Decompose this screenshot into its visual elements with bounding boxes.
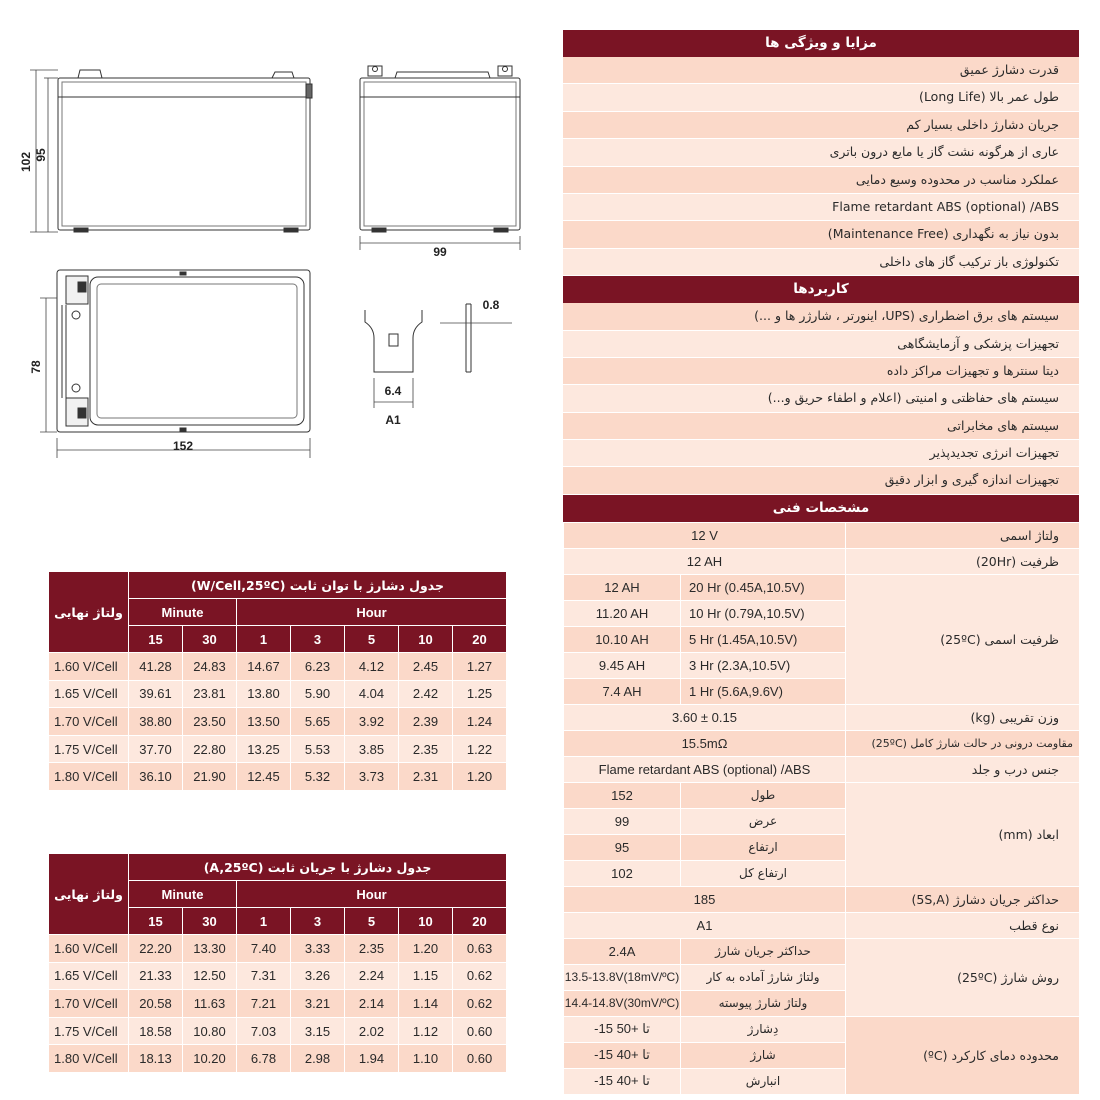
- cell: 2.02: [345, 1017, 399, 1045]
- table-title: جدول دشارژ با جریان ثابت (A,25ºC): [129, 854, 507, 881]
- cell: 2.24: [345, 962, 399, 990]
- temp-name: شارژ: [681, 1042, 846, 1068]
- cell: 3.26: [291, 962, 345, 990]
- cell: 7.03: [237, 1017, 291, 1045]
- temp-name: انبارش: [681, 1068, 846, 1094]
- table-row: [49, 962, 507, 990]
- cell: 22.20: [129, 935, 183, 963]
- cell: 5.53: [291, 735, 345, 763]
- cell: 14.67: [237, 653, 291, 681]
- charge-name: ولتاژ شارژ آماده به کار: [681, 964, 846, 990]
- charge-name: حداکثر جریان شارژ: [681, 938, 846, 964]
- dimension-name: عرض: [681, 808, 846, 834]
- terminal-width-label: 6.4: [384, 384, 402, 398]
- cell: 6.78: [237, 1045, 291, 1073]
- application-item: سیستم های مخابراتی: [563, 413, 1079, 440]
- cell: 0.62: [453, 962, 507, 990]
- feature-item: تکنولوژی باز ترکیب گاز های داخلی: [563, 249, 1079, 276]
- cell: 23.81: [183, 680, 237, 708]
- max-discharge-value: 185: [564, 886, 846, 912]
- row-label: 1.80 V/Cell: [49, 763, 129, 791]
- table-row: [49, 653, 507, 681]
- cell: 18.58: [129, 1017, 183, 1045]
- cell: 41.28: [129, 653, 183, 681]
- cell: 1.20: [453, 763, 507, 791]
- cell: 12.45: [237, 763, 291, 791]
- cell: 13.30: [183, 935, 237, 963]
- nominal-voltage-label: ولتاژ اسمی: [846, 522, 1080, 548]
- resistance-label: مقاومت درونی در حالت شارژ کامل (25ºC): [846, 730, 1080, 756]
- cell: 10.80: [183, 1017, 237, 1045]
- table-row: [49, 735, 507, 763]
- cell: 11.63: [183, 990, 237, 1018]
- cell: 7.31: [237, 962, 291, 990]
- temp-name: دِشارژ: [681, 1016, 846, 1042]
- feature-item: Flame retardant ABS (optional) /ABS: [563, 194, 1079, 221]
- feature-item: عاری از هرگونه نشت گاز یا مایع درون باتری: [563, 139, 1079, 166]
- application-item: تجهیزات اندازه گیری و ابزار دقیق: [563, 467, 1079, 494]
- col-header: 30: [183, 908, 237, 935]
- table-title: جدول دشارژ با توان ثابت (W/Cell,25ºC): [129, 572, 507, 599]
- cell: 1.10: [399, 1045, 453, 1073]
- nominal-voltage-value: 12 V: [564, 522, 846, 548]
- cell: 5.90: [291, 680, 345, 708]
- table-row: [49, 1045, 507, 1073]
- cell: 12.50: [183, 962, 237, 990]
- capacity-label: ظرفیت (20Hr): [846, 548, 1080, 574]
- minute-group-header: Minute: [129, 599, 237, 626]
- temp-value: -15 تا +40: [564, 1042, 681, 1068]
- table-row: [49, 935, 507, 963]
- charge-method-label: روش شارژ (25ºC): [846, 938, 1080, 1016]
- row-label: 1.70 V/Cell: [49, 990, 129, 1018]
- rated-capacity-rate: 20 Hr (0.45A,10.5V): [681, 574, 846, 600]
- terminal-thickness-label: 0.8: [482, 298, 500, 312]
- cell: 1.14: [399, 990, 453, 1018]
- temp-value: -15 تا +40: [564, 1068, 681, 1094]
- rated-capacity-value: 10.10 AH: [564, 626, 681, 652]
- constant-power-discharge-table: [48, 571, 507, 791]
- dimensions-label: ابعاد (mm): [846, 782, 1080, 886]
- height-case-label: 95: [34, 148, 48, 162]
- col-header: 3: [291, 908, 345, 935]
- cell: 2.31: [399, 763, 453, 791]
- terminal-type-label: A1: [385, 413, 401, 427]
- cell: 7.40: [237, 935, 291, 963]
- terminal-a1-drawing: [365, 304, 471, 372]
- charge-value: 2.4A: [564, 938, 681, 964]
- width-label: 99: [433, 245, 447, 259]
- case-material-label: جنس درب و جلد: [846, 756, 1080, 782]
- weight-value: 3.60 ± 0.15: [564, 704, 846, 730]
- application-item: سیستم های برق اضطراری (UPS، اینورتر ، شارژر ها و ...): [563, 303, 1079, 330]
- features-heading: مزایا و ویژگی ها: [563, 30, 1079, 57]
- cell: 2.45: [399, 653, 453, 681]
- side-view: [360, 66, 520, 232]
- dimension-value: 95: [564, 834, 681, 860]
- cell: 1.25: [453, 680, 507, 708]
- rated-capacity-rate: 1 Hr (5.6A,9.6V): [681, 678, 846, 704]
- row-label: 1.60 V/Cell: [49, 935, 129, 963]
- cell: 13.80: [237, 680, 291, 708]
- resistance-value: 15.5mΩ: [564, 730, 846, 756]
- case-material-value: Flame retardant ABS (optional) /ABS: [564, 756, 846, 782]
- cell: 37.70: [129, 735, 183, 763]
- constant-current-discharge-table: [48, 853, 507, 1073]
- col-header: 5: [345, 626, 399, 653]
- table-row: [49, 990, 507, 1018]
- cell: 21.33: [129, 962, 183, 990]
- cell: 1.24: [453, 708, 507, 736]
- cell: 36.10: [129, 763, 183, 791]
- cell: 10.20: [183, 1045, 237, 1073]
- dimension-name: ارتفاع کل: [681, 860, 846, 886]
- rated-capacity-rate: 10 Hr (0.79A,10.5V): [681, 600, 846, 626]
- row-label: 1.60 V/Cell: [49, 653, 129, 681]
- cell: 5.65: [291, 708, 345, 736]
- row-label: 1.75 V/Cell: [49, 1017, 129, 1045]
- col-header: 10: [399, 908, 453, 935]
- cell: 1.27: [453, 653, 507, 681]
- cell: 24.83: [183, 653, 237, 681]
- cell: 2.14: [345, 990, 399, 1018]
- cell: 2.35: [399, 735, 453, 763]
- row-label: 1.65 V/Cell: [49, 962, 129, 990]
- cell: 2.39: [399, 708, 453, 736]
- col-header: 30: [183, 626, 237, 653]
- table-row: [49, 1017, 507, 1045]
- technical-spec-table: [563, 522, 1080, 1095]
- hour-group-header: Hour: [237, 599, 507, 626]
- rated-capacity-value: 7.4 AH: [564, 678, 681, 704]
- feature-item: بدون نیاز به نگهداری (Maintenance Free): [563, 221, 1079, 248]
- weight-label: وزن تقریبی (kg): [846, 704, 1080, 730]
- cell: 38.80: [129, 708, 183, 736]
- cell: 3.33: [291, 935, 345, 963]
- cell: 2.35: [345, 935, 399, 963]
- cell: 0.60: [453, 1017, 507, 1045]
- rated-capacity-value: 9.45 AH: [564, 652, 681, 678]
- cell: 7.21: [237, 990, 291, 1018]
- dimension-value: 152: [564, 782, 681, 808]
- cell: 3.92: [345, 708, 399, 736]
- cell: 3.73: [345, 763, 399, 791]
- rated-capacity-rate: 5 Hr (1.45A,10.5V): [681, 626, 846, 652]
- cell: 2.98: [291, 1045, 345, 1073]
- col-header: 1: [237, 626, 291, 653]
- feature-item: قدرت دشارژ عمیق: [563, 57, 1079, 84]
- col-header: 15: [129, 908, 183, 935]
- charge-name: ولتاژ شارژ پیوسته: [681, 990, 846, 1016]
- row-label: 1.70 V/Cell: [49, 708, 129, 736]
- col-header: 20: [453, 626, 507, 653]
- cell: 5.32: [291, 763, 345, 791]
- spec-panel: [563, 30, 1079, 1095]
- cell: 20.58: [129, 990, 183, 1018]
- dimension-name: ارتفاع: [681, 834, 846, 860]
- col-header: 20: [453, 908, 507, 935]
- row-label: 1.75 V/Cell: [49, 735, 129, 763]
- table-row: [49, 708, 507, 736]
- dimension-name: طول: [681, 782, 846, 808]
- dimension-value: 99: [564, 808, 681, 834]
- cell: 21.90: [183, 763, 237, 791]
- cell: 18.13: [129, 1045, 183, 1073]
- hour-group-header: Hour: [237, 881, 507, 908]
- cell: 3.21: [291, 990, 345, 1018]
- row-label: 1.65 V/Cell: [49, 680, 129, 708]
- specs-heading: مشخصات فنی: [563, 495, 1079, 522]
- col-header: 1: [237, 908, 291, 935]
- cell: 39.61: [129, 680, 183, 708]
- cell: 1.15: [399, 962, 453, 990]
- terminal-label: نوع قطب: [846, 912, 1080, 938]
- feature-item: عملکرد مناسب در محدوده وسیع دمایی: [563, 167, 1079, 194]
- height-total-label: 102: [19, 151, 33, 173]
- rated-capacity-value: 12 AH: [564, 574, 681, 600]
- rated-capacity-rate: 3 Hr (2.3A,10.5V): [681, 652, 846, 678]
- cell: 13.50: [237, 708, 291, 736]
- cell: 0.62: [453, 990, 507, 1018]
- application-item: تجهیزات انرژی تجدیدپذیر: [563, 440, 1079, 467]
- max-discharge-label: حداکثر جریان دشارژ (5S,A): [846, 886, 1080, 912]
- table-row: [49, 680, 507, 708]
- length-label: 152: [172, 439, 194, 453]
- application-item: سیستم های حفاظتی و امنیتی (اعلام و اطفاء حریق و...): [563, 385, 1079, 412]
- col-header: 3: [291, 626, 345, 653]
- cell: 22.80: [183, 735, 237, 763]
- rated-capacity-value: 11.20 AH: [564, 600, 681, 626]
- cell: 23.50: [183, 708, 237, 736]
- cell: 3.15: [291, 1017, 345, 1045]
- cell: 3.85: [345, 735, 399, 763]
- terminal-value: A1: [564, 912, 846, 938]
- temp-value: -15 تا +50: [564, 1016, 681, 1042]
- application-item: تجهیزات پزشکی و آزمایشگاهی: [563, 331, 1079, 358]
- depth-label: 78: [29, 360, 43, 374]
- applications-heading: کاربردها: [563, 276, 1079, 303]
- cell: 4.12: [345, 653, 399, 681]
- final-voltage-header: ولتاژ نهایی: [49, 572, 129, 653]
- cell: 1.20: [399, 935, 453, 963]
- rated-capacity-label: ظرفیت اسمی (25ºC): [846, 574, 1080, 704]
- charge-value: 13.5-13.8V(18mV/ºC): [564, 964, 681, 990]
- cell: 1.22: [453, 735, 507, 763]
- cell: 2.42: [399, 680, 453, 708]
- cell: 1.94: [345, 1045, 399, 1073]
- minute-group-header: Minute: [129, 881, 237, 908]
- col-header: 5: [345, 908, 399, 935]
- dimension-value: 102: [564, 860, 681, 886]
- col-header: 15: [129, 626, 183, 653]
- col-header: 10: [399, 626, 453, 653]
- row-label: 1.80 V/Cell: [49, 1045, 129, 1073]
- cell: 0.63: [453, 935, 507, 963]
- charge-value: 14.4-14.8V(30mV/ºC): [564, 990, 681, 1016]
- temp-range-label: محدوده دمای کارکرد (ºC): [846, 1016, 1080, 1094]
- cell: 0.60: [453, 1045, 507, 1073]
- capacity-value: 12 AH: [564, 548, 846, 574]
- top-view: [57, 270, 310, 432]
- cell: 4.04: [345, 680, 399, 708]
- battery-dimension-drawings: [0, 0, 560, 480]
- cell: 13.25: [237, 735, 291, 763]
- application-item: دیتا سنترها و تجهیزات مراکز داده: [563, 358, 1079, 385]
- cell: 6.23: [291, 653, 345, 681]
- feature-item: طول عمر بالا (Long Life): [563, 84, 1079, 111]
- final-voltage-header: ولتاژ نهایی: [49, 854, 129, 935]
- table-row: [49, 763, 507, 791]
- feature-item: جریان دشارژ داخلی بسیار کم: [563, 112, 1079, 139]
- cell: 1.12: [399, 1017, 453, 1045]
- front-view: [58, 70, 312, 232]
